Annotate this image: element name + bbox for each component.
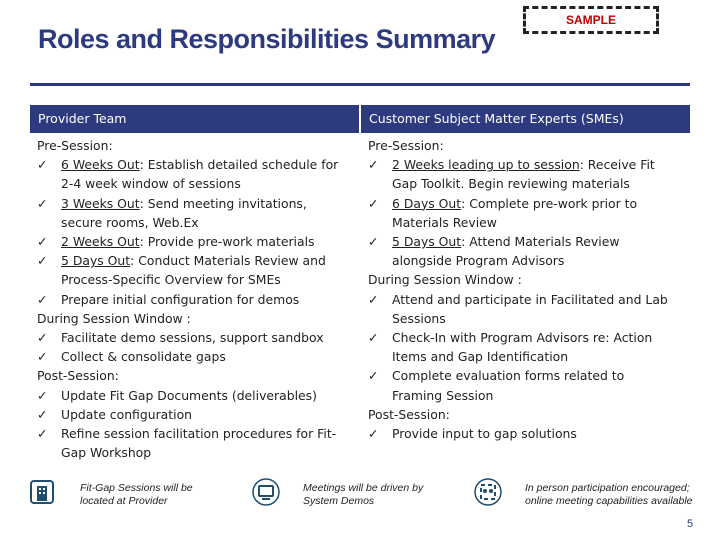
check-icon: ✓ [37,330,48,346]
list-item: ✓ 2 Weeks leading up to session: Receive Fit Gap Toolkit. Begin reviewing materials [368,157,655,192]
people-icon [474,478,502,506]
monitor-icon [252,478,280,506]
check-icon: ✓ [37,406,48,422]
list-item: ✓ Collect & consolidate gaps [37,347,359,366]
list-item: ✓ Refine session facilitation procedures for Fit- Gap Workshop [37,426,337,461]
location-note: Fit-Gap Sessions will be located at Provider [80,482,193,507]
page-title: Roles and Responsibilities Summary [38,24,496,54]
list-item: ✓ Update configuration [37,405,359,424]
list-item: ✓ Check-In with Program Advisors re: Action Items and Gap Identification [368,330,653,365]
sample-badge: SAMPLE [523,6,659,34]
page-number: 5 [687,518,694,530]
list-item: ✓ Attend and participate in Facilitated and Lab Sessions [368,291,668,326]
check-icon: ✓ [37,195,48,211]
check-icon: ✓ [368,426,379,442]
pre-session-heading: Pre-Session: [37,138,113,153]
during-session-heading: During Session Window : [368,272,522,288]
building-icon [28,478,56,506]
list-item: ✓ Complete evaluation forms related to Framing Session [368,368,625,403]
check-icon: ✓ [37,253,48,269]
during-session-heading: During Session Window : [37,310,191,326]
check-icon: ✓ [37,234,48,250]
provider-team-column [37,136,359,462]
list-item: ✓ 3 Weeks Out: Send meeting invitations, secure rooms, Web.Ex [37,195,307,230]
list-item: ✓ 5 Days Out: Attend Materials Review alongside Program Advisors [368,234,620,269]
check-icon: ✓ [37,157,48,173]
customer-smes-header: Customer Subject Matter Experts (SMEs) [361,105,690,133]
check-icon: ✓ [37,349,48,365]
pre-session-heading: Pre-Session: [368,138,444,153]
check-icon: ✓ [368,195,379,211]
list-item: ✓ 6 Days Out: Complete pre-work prior to Materials Review [368,195,638,230]
list-item: ✓ Provide input to gap solutions [368,424,690,443]
check-icon: ✓ [368,157,379,173]
check-icon: ✓ [368,368,379,384]
provider-team-header: Provider Team [30,105,359,133]
post-session-heading: Post-Session: [368,406,450,422]
list-item: ✓ 5 Days Out: Conduct Materials Review and Process-Specific Overview for SMEs [37,253,326,288]
list-item: ✓ Update Fit Gap Documents (deliverables) [37,386,359,405]
post-session-heading: Post-Session: [37,368,119,384]
title-divider [30,83,690,86]
customer-smes-column [368,136,690,443]
check-icon: ✓ [37,291,48,307]
list-item: ✓ Prepare initial configuration for demos [37,290,359,309]
check-icon: ✓ [368,291,379,307]
check-icon: ✓ [368,234,379,250]
check-icon: ✓ [368,330,379,346]
list-item: ✓ Facilitate demo sessions, support sandbox [37,328,359,347]
check-icon: ✓ [37,426,48,442]
check-icon: ✓ [37,387,48,403]
list-item: ✓ 6 Weeks Out: Establish detailed schedule for 2-4 week window of sessions [37,157,339,192]
demos-note: Meetings will be driven by System Demos [303,482,424,507]
participation-note: In person participation encouraged; online meeting capabilities available [525,482,693,507]
list-item: ✓ 2 Weeks Out: Provide pre-work materials [37,232,359,251]
